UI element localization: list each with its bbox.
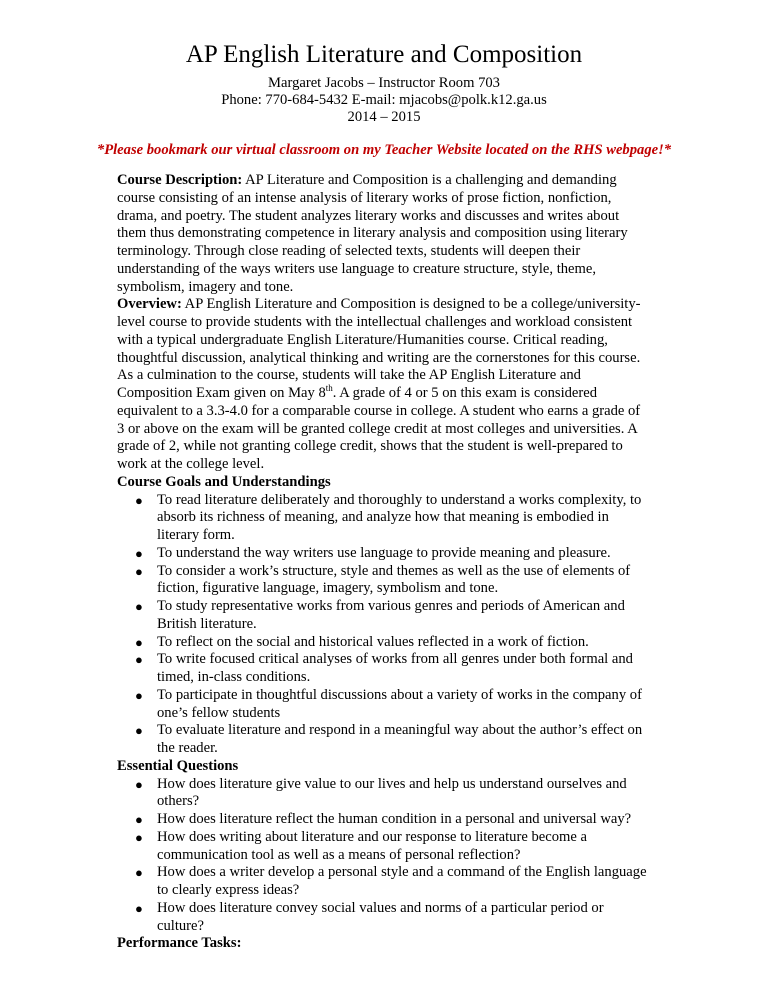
list-item: ● How does literature reflect the human condition in a personal and universal way? [135,811,632,827]
overview-paragraph [117,296,651,474]
overview-text-after: . A grade of 4 or 5 on this exam is considered equivalent to a 3.3-4.0 for a comparable course in college. A student who earns a grade of 3 or above on the exam will be granted college credit at most colleges and universities. A grade of 2, while not granting college credit, shows that the student is well-prepared to work at the college level. [117,385,641,472]
course-description-paragraph [117,172,651,296]
list-item: ● To evaluate literature and respond in a meaningful way about the author’s effect on the reader. [135,722,643,756]
list-item: ● To read literature deliberately and thoroughly to understand a works complexity, to absorb its richness of meaning, and analyze how that meaning is embodied in literary form. [135,491,642,543]
course-description-label: Course Description: [117,172,243,188]
document-body [117,172,651,953]
bullet-icon: ● [135,652,143,668]
instructor-line: Margaret Jacobs – Instructor Room 703 [268,75,500,91]
bullet-icon: ● [135,829,143,845]
list-item: ● To participate in thoughtful discussions about a variety of works in the company of one’s fellow students [135,686,642,721]
list-item: ● To write focused critical analyses of works from all genres under both formal and timed, in-class conditions. [135,651,633,685]
year-line: 2014 – 2015 [347,109,421,125]
bullet-icon: ● [135,563,143,579]
list-item: ● How does literature give value to our lives and help us understand ourselves and others? [135,775,627,810]
bullet-icon: ● [135,776,143,792]
document-title: AP English Literature and Composition [185,41,583,68]
list-item: ● To understand the way writers use language to provide meaning and pleasure. [135,544,611,561]
overview-label: Overview: [117,296,182,313]
contact-line: Phone: 770-684-5432 E-mail: mjacobs@polk.k12.ga.us [221,92,547,108]
list-item: ● How does writing about literature and our response to literature become a communication tool as well as a means of personal reflection? [135,828,587,863]
bullet-icon: ● [135,723,143,739]
bookmark-notice: *Please bookmark our virtual classroom on my Teacher Website located on the RHS webpage!* [96,142,672,158]
bullet-icon: ● [135,687,143,703]
list-item: ● To study representative works from various genres and periods of American and British literature. [135,598,625,632]
overview-superscript: th [325,383,333,393]
list-item: ● To reflect on the social and historical values reflected in a work of fiction. [135,633,589,650]
essential-questions-heading: Essential Questions [117,757,239,774]
course-description-text: AP Literature and Composition is a challenging and demanding course consisting of an intense analysis of literary works of prose fiction, nonfiction, drama, and poetry. The student analyzes literary works and discusses and writes about them thus demonstrating competence in literary analysis and composition using literary terminology. Through close reading of selected texts, students will deepen their understanding of the ways writers use language to creature structure, style, theme, symbolism, imagery and tone. [117,172,628,295]
bullet-icon: ● [135,492,143,508]
list-item: ● How does a writer develop a personal style and a command of the English language to clearly express ideas? [135,864,647,898]
list-item: ● How does literature convey social values and norms of a particular period or culture? [135,899,604,934]
bullet-icon: ● [135,634,143,650]
essential-questions-list [117,776,651,936]
bullet-icon: ● [135,900,143,916]
list-item: ● To consider a work’s structure, style and themes as well as the use of elements of fiction, figurative language, imagery, symbolism and tone. [135,562,631,597]
overview-text-before: AP English Literature and Composition is designed to be a college/university-level course to provide students with the intellectual challenges and workload consistent with a typical undergraduate English Literature/Humanities course. Critical reading, thoughtful discussion, analytical thinking and writing are the cornerstones for this course. As a culmination to the course, students will take the AP English Literature and Composition Exam given on May 8 [117,296,641,401]
bullet-icon: ● [135,865,143,881]
goals-list [117,492,651,758]
bullet-icon: ● [135,545,143,561]
performance-tasks-heading: Performance Tasks: [117,935,242,952]
goals-heading: Course Goals and Understandings [117,473,331,490]
bullet-icon: ● [135,599,143,614]
bullet-icon: ● [135,812,143,827]
